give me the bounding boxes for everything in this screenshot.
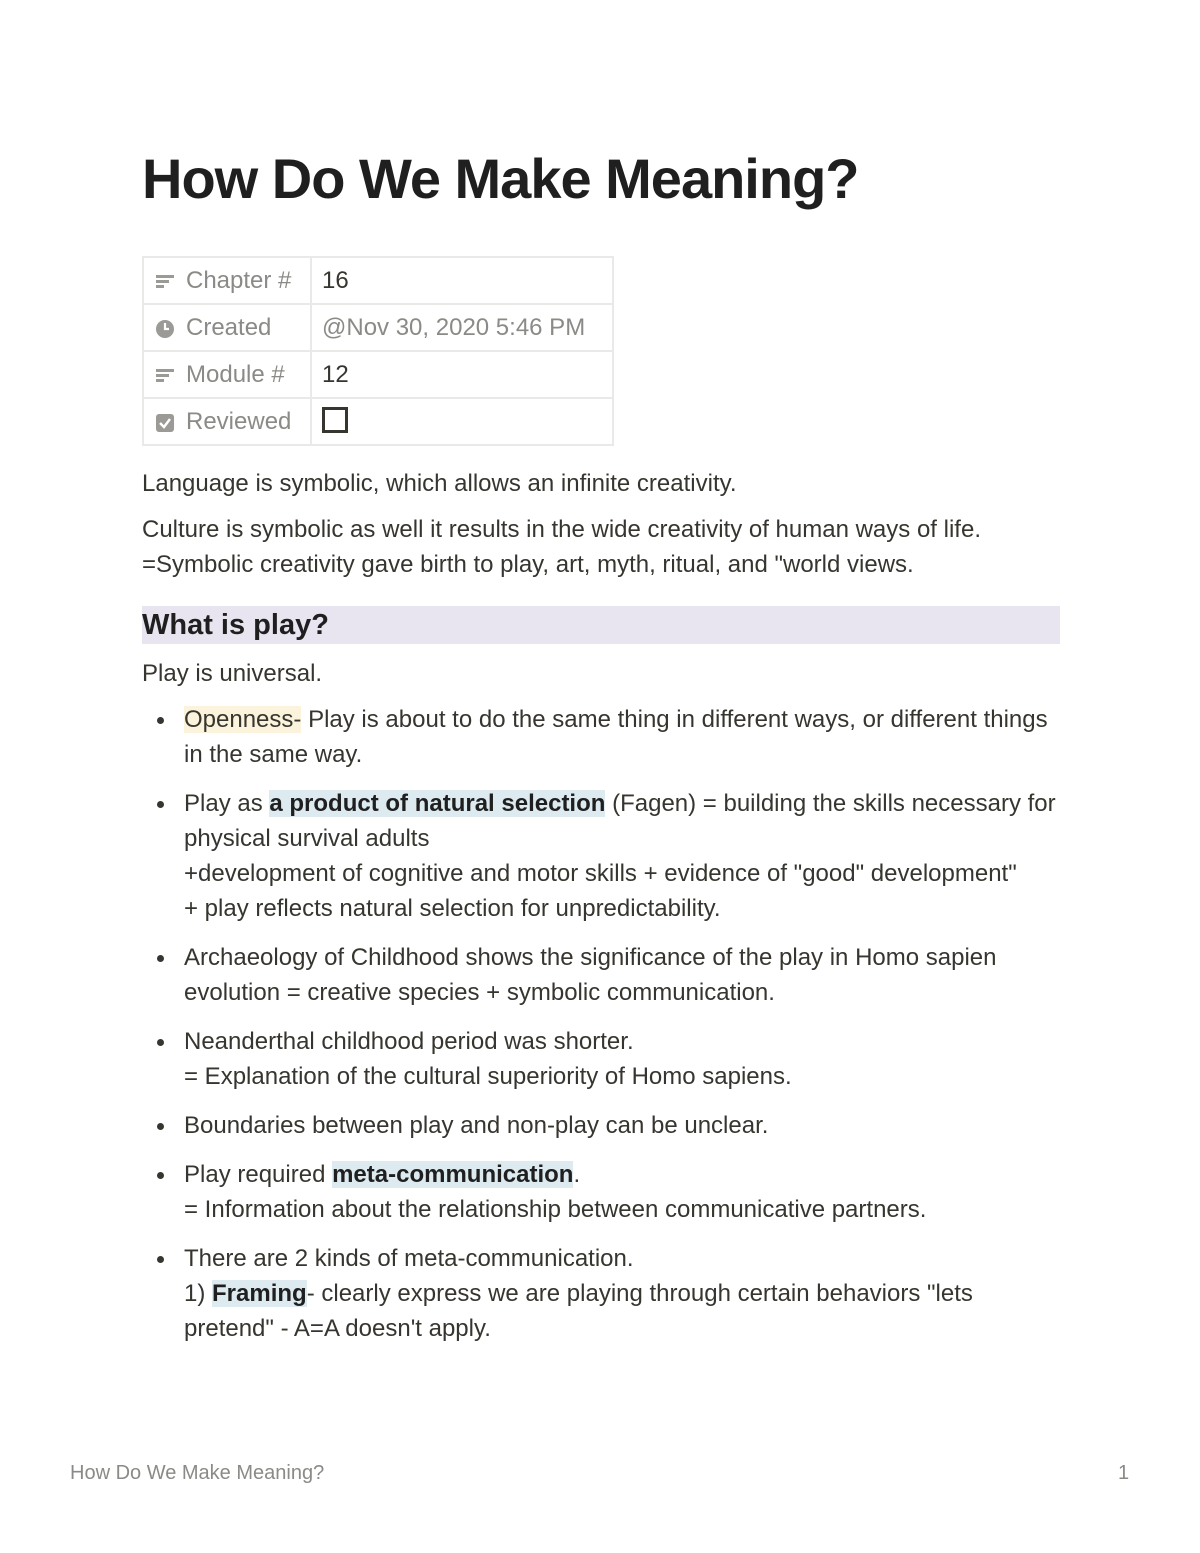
highlight-text: Openness- — [184, 706, 302, 733]
list-item-text: 1) — [184, 1280, 213, 1307]
reviewed-checkbox[interactable] — [322, 407, 348, 433]
list-item: Archaeology of Childhood shows the significance of the play in Homo sapien evolution = creative species + symbolic communication. — [142, 940, 1060, 1010]
properties-table — [142, 256, 614, 446]
clock-icon — [154, 317, 176, 339]
property-row-created — [143, 304, 613, 351]
list-item-text: +development of cognitive and motor skills + evidence of "good" development" — [184, 860, 1017, 887]
list-item-text: + play reflects natural selection for unpredictability. — [184, 895, 721, 922]
property-label: Chapter # — [186, 266, 292, 294]
paragraph: Language is symbolic, which allows an infinite creativity. — [142, 470, 737, 497]
property-key — [143, 351, 311, 398]
highlight-text: Framing — [212, 1280, 307, 1307]
footer-title: How Do We Make Meaning? — [70, 1462, 325, 1484]
page-number: 1 — [1118, 1462, 1130, 1484]
property-key — [143, 304, 311, 351]
list-item-text: = Explanation of the cultural superiority of Homo sapiens. — [184, 1063, 792, 1090]
list-item-text: Play is about to do the same thing in different ways, or different things in the same way. — [184, 706, 1048, 768]
property-value[interactable]: 12 — [311, 351, 613, 398]
paragraph — [142, 512, 1060, 582]
list-item — [142, 1157, 1060, 1227]
list-item — [142, 1024, 1060, 1094]
property-label: Module # — [186, 360, 285, 388]
list-item-text: Neanderthal childhood period was shorter. — [184, 1028, 634, 1055]
list-item — [142, 786, 1060, 926]
list-item-text: There are 2 kinds of meta-communication. — [184, 1245, 634, 1272]
list-item-text: Play required — [184, 1161, 333, 1188]
paragraph: Play is universal. — [142, 660, 323, 687]
list-item — [142, 1241, 1060, 1346]
list-item — [142, 702, 1060, 772]
list-item-text: . — [573, 1161, 581, 1188]
property-row-reviewed — [143, 398, 613, 445]
list-item-text: Play as — [184, 790, 270, 817]
checkbox-property-icon — [154, 411, 176, 433]
property-label: Reviewed — [186, 407, 292, 435]
text-property-icon — [154, 270, 176, 292]
list-item-text: - clearly express we are playing through certain behaviors "lets pretend" - A=A doesn't apply. — [184, 1280, 973, 1342]
section-heading: What is play? — [142, 606, 1060, 644]
list-item: Boundaries between play and non-play can be unclear. — [142, 1108, 1060, 1143]
list-item-text: (Fagen) = building the skills necessary for physical survival adults — [184, 790, 1056, 852]
paragraph-line: Culture is symbolic as well it results in the wide creativity of human ways of life. — [142, 516, 981, 543]
property-value[interactable]: @Nov 30, 2020 5:46 PM — [311, 304, 613, 351]
bullet-list — [142, 702, 1060, 1346]
property-value — [311, 398, 613, 445]
property-key — [143, 257, 311, 304]
property-row-chapter — [143, 257, 613, 304]
list-item-text: = Information about the relationship between communicative partners. — [184, 1196, 927, 1223]
text-property-icon — [154, 364, 176, 386]
highlight-text: a product of natural selection — [269, 790, 606, 817]
property-key — [143, 398, 311, 445]
page-title: How Do We Make Meaning? — [142, 147, 859, 210]
page-content — [142, 466, 1060, 1360]
property-value[interactable]: 16 — [311, 257, 613, 304]
property-label: Created — [186, 313, 272, 341]
highlight-text: meta-communication — [332, 1161, 574, 1188]
paragraph-line: =Symbolic creativity gave birth to play, art, myth, ritual, and "world views. — [142, 551, 914, 578]
property-row-module — [143, 351, 613, 398]
